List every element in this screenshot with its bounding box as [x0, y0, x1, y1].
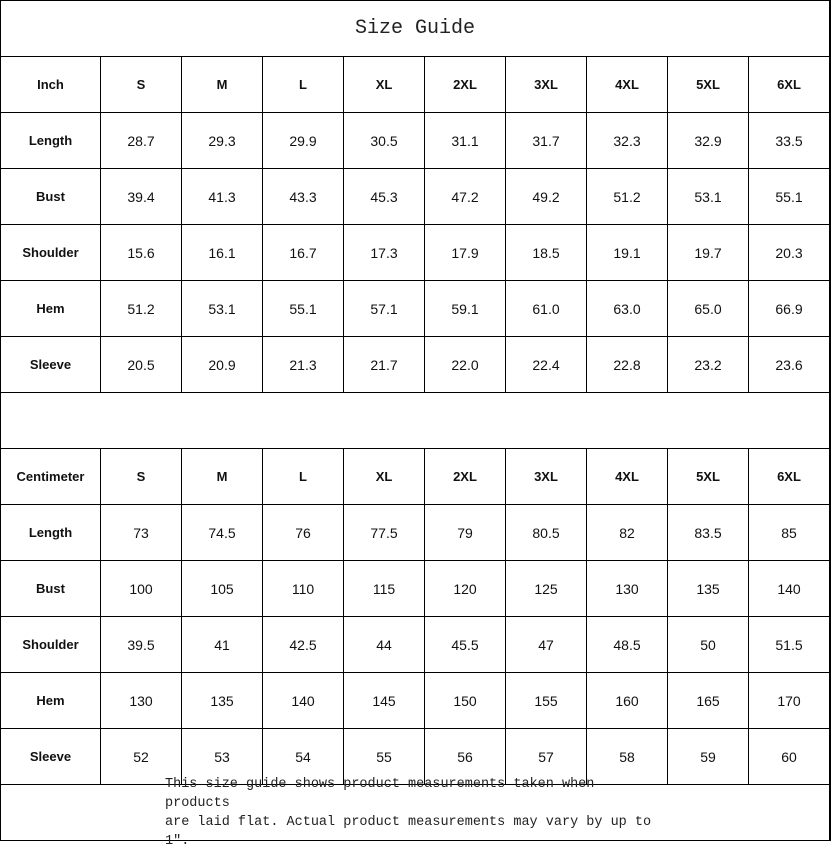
measurement-cell: 100 — [101, 561, 181, 616]
measurement-cell: 80.5 — [506, 505, 586, 560]
size-header: 5XL — [668, 57, 748, 112]
measurement-cell: 21.3 — [263, 337, 343, 392]
measurement-cell: 17.9 — [425, 225, 505, 280]
size-header: 4XL — [587, 449, 667, 504]
measurement-cell: 16.7 — [263, 225, 343, 280]
measurement-cell: 115 — [344, 561, 424, 616]
measurement-cell: 41 — [182, 617, 262, 672]
measurement-cell: 47 — [506, 617, 586, 672]
measurement-cell: 22.0 — [425, 337, 505, 392]
measurement-cell: 73 — [101, 505, 181, 560]
size-header: 6XL — [749, 57, 829, 112]
measurement-cell: 140 — [263, 673, 343, 728]
measurement-cell: 23.2 — [668, 337, 748, 392]
measurement-cell: 31.1 — [425, 113, 505, 168]
measurement-cell: 57.1 — [344, 281, 424, 336]
measurement-cell: 140 — [749, 561, 829, 616]
size-header: L — [263, 449, 343, 504]
measurement-cell: 77.5 — [344, 505, 424, 560]
row-label: Hem — [1, 281, 100, 336]
measurement-cell: 20.9 — [182, 337, 262, 392]
size-header: XL — [344, 57, 424, 112]
measurement-cell: 56 — [425, 729, 505, 784]
measurement-cell: 21.7 — [344, 337, 424, 392]
measurement-cell: 155 — [506, 673, 586, 728]
measurement-cell: 55.1 — [749, 169, 829, 224]
measurement-cell: 23.6 — [749, 337, 829, 392]
measurement-cell: 15.6 — [101, 225, 181, 280]
measurement-cell: 22.4 — [506, 337, 586, 392]
measurement-cell: 44 — [344, 617, 424, 672]
measurement-cell: 31.7 — [506, 113, 586, 168]
measurement-cell: 16.1 — [182, 225, 262, 280]
row-label: Hem — [1, 673, 100, 728]
measurement-cell: 29.3 — [182, 113, 262, 168]
measurement-cell: 53 — [182, 729, 262, 784]
measurement-cell: 53.1 — [182, 281, 262, 336]
measurement-cell: 28.7 — [101, 113, 181, 168]
measurement-cell: 20.5 — [101, 337, 181, 392]
row-label: Bust — [1, 561, 100, 616]
measurement-cell: 82 — [587, 505, 667, 560]
size-header: M — [182, 57, 262, 112]
measurement-cell: 58 — [587, 729, 667, 784]
measurement-cell: 83.5 — [668, 505, 748, 560]
measurement-cell: 130 — [587, 561, 667, 616]
measurement-cell: 170 — [749, 673, 829, 728]
measurement-cell: 54 — [263, 729, 343, 784]
size-header: L — [263, 57, 343, 112]
measurement-cell: 53.1 — [668, 169, 748, 224]
measurement-cell: 110 — [263, 561, 343, 616]
size-header: M — [182, 449, 262, 504]
measurement-cell: 41.3 — [182, 169, 262, 224]
row-label: Sleeve — [1, 337, 100, 392]
measurement-cell: 74.5 — [182, 505, 262, 560]
measurement-cell: 33.5 — [749, 113, 829, 168]
measurement-cell: 60 — [749, 729, 829, 784]
row-label: Length — [1, 113, 100, 168]
measurement-cell: 135 — [668, 561, 748, 616]
measurement-cell: 49.2 — [506, 169, 586, 224]
measurement-cell: 85 — [749, 505, 829, 560]
size-header: 3XL — [506, 449, 586, 504]
measurement-cell: 18.5 — [506, 225, 586, 280]
size-header: XL — [344, 449, 424, 504]
measurement-cell: 105 — [182, 561, 262, 616]
footer-note — [1, 776, 829, 849]
measurement-cell: 59 — [668, 729, 748, 784]
row-label: Sleeve — [1, 729, 100, 784]
measurement-cell: 65.0 — [668, 281, 748, 336]
measurement-cell: 145 — [344, 673, 424, 728]
size-header: 2XL — [425, 57, 505, 112]
measurement-cell: 45.3 — [344, 169, 424, 224]
size-header: 2XL — [425, 449, 505, 504]
measurement-cell: 66.9 — [749, 281, 829, 336]
measurement-cell: 29.9 — [263, 113, 343, 168]
measurement-cell: 47.2 — [425, 169, 505, 224]
row-label: Bust — [1, 169, 100, 224]
measurement-cell: 61.0 — [506, 281, 586, 336]
measurement-cell: 52 — [101, 729, 181, 784]
measurement-cell: 79 — [425, 505, 505, 560]
measurement-cell: 32.9 — [668, 113, 748, 168]
measurement-cell: 51.2 — [587, 169, 667, 224]
measurement-cell: 32.3 — [587, 113, 667, 168]
size-header: 3XL — [506, 57, 586, 112]
footer-line: are laid flat. Actual product measurements may vary by up to 1″. — [165, 814, 652, 849]
size-header: 4XL — [587, 57, 667, 112]
size-header: S — [101, 449, 181, 504]
measurement-cell: 39.4 — [101, 169, 181, 224]
measurement-cell: 160 — [587, 673, 667, 728]
footer-line: This size guide shows product measurements taken when products — [165, 776, 595, 811]
measurement-cell: 30.5 — [344, 113, 424, 168]
unit-header: Centimeter — [1, 449, 100, 504]
measurement-cell: 42.5 — [263, 617, 343, 672]
measurement-cell: 76 — [263, 505, 343, 560]
measurement-cell: 125 — [506, 561, 586, 616]
size-header: 6XL — [749, 449, 829, 504]
measurement-cell: 59.1 — [425, 281, 505, 336]
row-label: Shoulder — [1, 225, 100, 280]
measurement-cell: 51.5 — [749, 617, 829, 672]
measurement-cell: 55 — [344, 729, 424, 784]
measurement-cell: 120 — [425, 561, 505, 616]
measurement-cell: 51.2 — [101, 281, 181, 336]
spacer-row — [1, 393, 829, 448]
measurement-cell: 50 — [668, 617, 748, 672]
measurement-cell: 19.1 — [587, 225, 667, 280]
measurement-cell: 165 — [668, 673, 748, 728]
measurement-cell: 63.0 — [587, 281, 667, 336]
measurement-cell: 43.3 — [263, 169, 343, 224]
measurement-cell: 57 — [506, 729, 586, 784]
page-title: Size Guide — [1, 1, 829, 56]
measurement-cell: 150 — [425, 673, 505, 728]
unit-header: Inch — [1, 57, 100, 112]
measurement-cell: 19.7 — [668, 225, 748, 280]
size-header: 5XL — [668, 449, 748, 504]
row-label: Length — [1, 505, 100, 560]
measurement-cell: 130 — [101, 673, 181, 728]
row-label: Shoulder — [1, 617, 100, 672]
measurement-cell: 48.5 — [587, 617, 667, 672]
measurement-cell: 20.3 — [749, 225, 829, 280]
measurement-cell: 45.5 — [425, 617, 505, 672]
measurement-cell: 39.5 — [101, 617, 181, 672]
measurement-cell: 17.3 — [344, 225, 424, 280]
measurement-cell: 22.8 — [587, 337, 667, 392]
size-header: S — [101, 57, 181, 112]
measurement-cell: 55.1 — [263, 281, 343, 336]
measurement-cell: 135 — [182, 673, 262, 728]
